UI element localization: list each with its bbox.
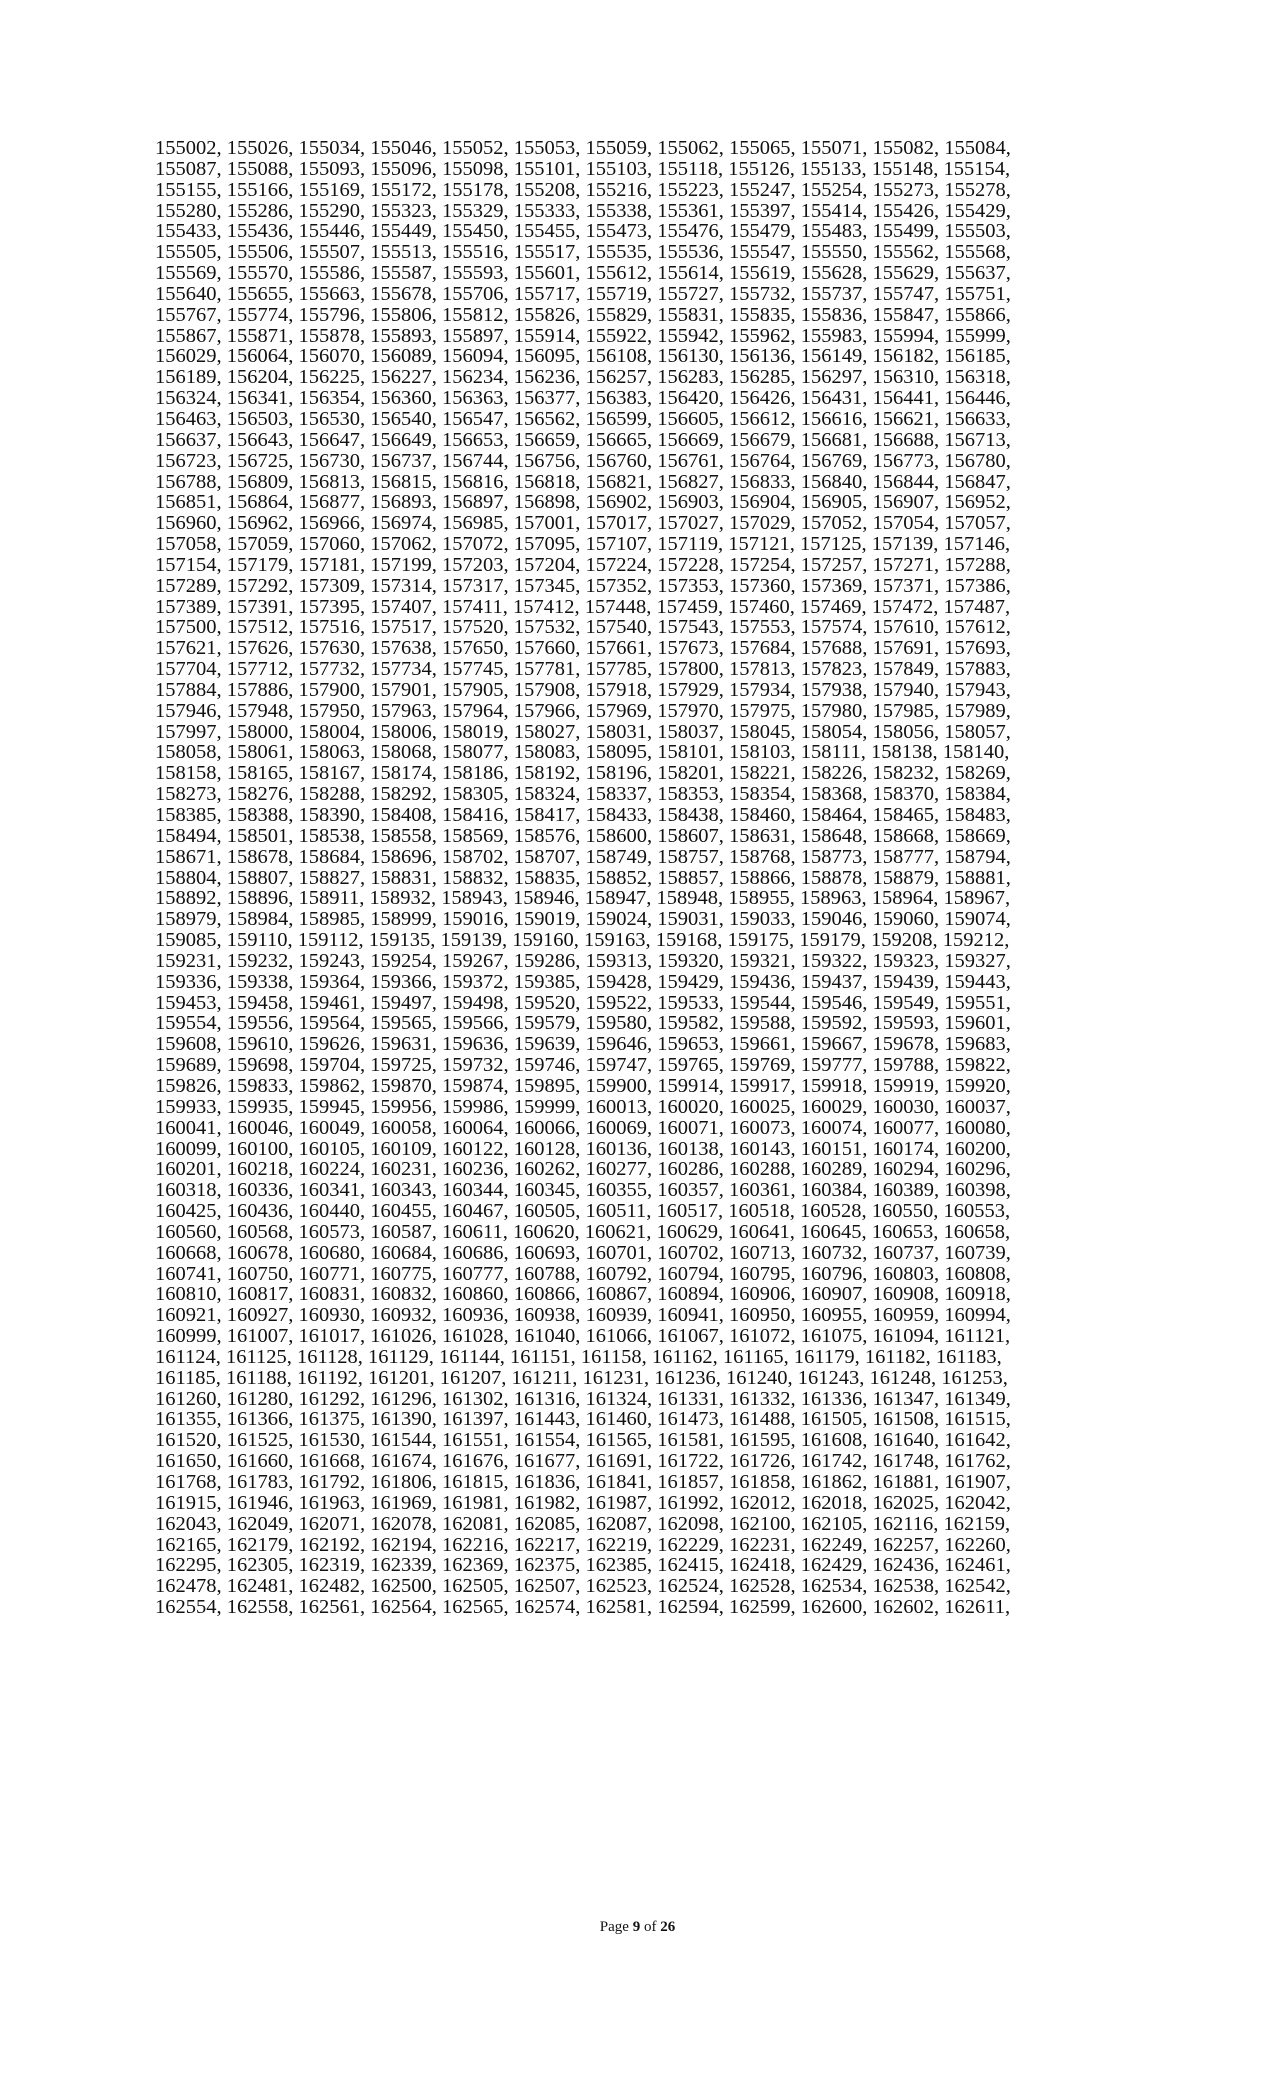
number-line: 157884, 157886, 157900, 157901, 157905, 157908, 157918, 157929, 157934, 157938, 157940, 157943,: [155, 678, 1011, 701]
number-line: 157389, 157391, 157395, 157407, 157411, 157412, 157448, 157459, 157460, 157469, 157472, 157487,: [155, 595, 1011, 618]
number-line: 160099, 160100, 160105, 160109, 160122, 160128, 160136, 160138, 160143, 160151, 160174, 160200,: [155, 1137, 1011, 1160]
number-line: 157289, 157292, 157309, 157314, 157317, 157345, 157352, 157353, 157360, 157369, 157371, 157386,: [155, 574, 1011, 597]
number-line: 161260, 161280, 161292, 161296, 161302, 161316, 161324, 161331, 161332, 161336, 161347, 161349,: [155, 1387, 1011, 1410]
number-line: 158385, 158388, 158390, 158408, 158416, 158417, 158433, 158438, 158460, 158464, 158465, 158483,: [155, 804, 1011, 826]
number-line: 156029, 156064, 156070, 156089, 156094, 156095, 156108, 156130, 156136, 156149, 156182, 156185,: [155, 345, 1011, 368]
number-line: 156463, 156503, 156530, 156540, 156547, 156562, 156599, 156605, 156612, 156616, 156621, 156633,: [155, 407, 1011, 430]
number-line: 156851, 156864, 156877, 156893, 156897, 156898, 156902, 156903, 156904, 156905, 156907, 156952,: [155, 491, 1011, 514]
number-line: 159453, 159458, 159461, 159497, 159498, 159520, 159522, 159533, 159544, 159546, 159549, 159551,: [155, 991, 1011, 1014]
footer-page-prefix: Page: [599, 1919, 629, 1935]
number-line: 162043, 162049, 162071, 162078, 162081, 162085, 162087, 162098, 162100, 162105, 162116, 162159,: [155, 1512, 1011, 1535]
number-line: 155640, 155655, 155663, 155678, 155706, 155717, 155719, 155727, 155732, 155737, 155747, 155751,: [155, 282, 1011, 305]
number-line: 156637, 156643, 156647, 156649, 156653, 156659, 156665, 156669, 156679, 156681, 156688, 156713,: [155, 428, 1011, 451]
number-line: 160560, 160568, 160573, 160587, 160611, 160620, 160621, 160629, 160641, 160645, 160653, 160658,: [155, 1220, 1011, 1243]
number-line: 159231, 159232, 159243, 159254, 159267, 159286, 159313, 159320, 159321, 159322, 159323, 159327,: [155, 949, 1011, 972]
number-line: 156960, 156962, 156966, 156974, 156985, 157001, 157017, 157027, 157029, 157052, 157054, 157057,: [155, 512, 1011, 535]
number-list: [155, 138, 1145, 1618]
number-line: 161355, 161366, 161375, 161390, 161397, 161443, 161460, 161473, 161488, 161505, 161508, 161515,: [155, 1408, 1011, 1431]
number-line: 158671, 158678, 158684, 158696, 158702, 158707, 158749, 158757, 158768, 158773, 158777, 158794,: [155, 845, 1011, 868]
number-line: 161768, 161783, 161792, 161806, 161815, 161836, 161841, 161857, 161858, 161862, 161881, 161907,: [155, 1471, 1011, 1493]
number-line: 160041, 160046, 160049, 160058, 160064, 160066, 160069, 160071, 160073, 160074, 160077, 160080,: [155, 1116, 1011, 1139]
number-line: 157154, 157179, 157181, 157199, 157203, 157204, 157224, 157228, 157254, 157257, 157271, 157288,: [155, 553, 1011, 576]
number-line: 158494, 158501, 158538, 158558, 158569, 158576, 158600, 158607, 158631, 158648, 158668, 158669,: [155, 824, 1011, 847]
number-line: 162554, 162558, 162561, 162564, 162565, 162574, 162581, 162594, 162599, 162600, 162602, 162611,: [155, 1596, 1011, 1619]
number-line: 160921, 160927, 160930, 160932, 160936, 160938, 160939, 160941, 160950, 160955, 160959, 160994,: [155, 1304, 1011, 1327]
number-line: 158804, 158807, 158827, 158831, 158832, 158835, 158852, 158857, 158866, 158878, 158879, 158881,: [155, 866, 1011, 889]
page-footer: [0, 1919, 1275, 1936]
number-line: 159336, 159338, 159364, 159366, 159372, 159385, 159428, 159429, 159436, 159437, 159439, 159443,: [155, 970, 1011, 993]
footer-of: of: [643, 1919, 657, 1935]
footer-total-pages: 26: [660, 1919, 676, 1935]
number-line: 160318, 160336, 160341, 160343, 160344, 160345, 160355, 160357, 160361, 160384, 160389, 160398,: [155, 1179, 1011, 1202]
number-line: 161915, 161946, 161963, 161969, 161981, 161982, 161987, 161992, 162012, 162018, 162025, 162042,: [155, 1491, 1011, 1514]
number-line: 156788, 156809, 156813, 156815, 156816, 156818, 156821, 156827, 156833, 156840, 156844, 156847,: [155, 470, 1011, 493]
number-line: 155002, 155026, 155034, 155046, 155052, 155053, 155059, 155062, 155065, 155071, 155082, 155084,: [155, 137, 1011, 159]
number-line: 159085, 159110, 159112, 159135, 159139, 159160, 159163, 159168, 159175, 159179, 159208, 159212,: [155, 929, 1010, 952]
number-line: 160668, 160678, 160680, 160684, 160686, 160693, 160701, 160702, 160713, 160732, 160737, 160739,: [155, 1241, 1011, 1264]
number-line: 159933, 159935, 159945, 159956, 159986, 159999, 160013, 160020, 160025, 160029, 160030, 160037,: [155, 1095, 1011, 1118]
number-line: 157500, 157512, 157516, 157517, 157520, 157532, 157540, 157543, 157553, 157574, 157610, 157612,: [155, 616, 1011, 639]
number-line: 157946, 157948, 157950, 157963, 157964, 157966, 157969, 157970, 157975, 157980, 157985, 157989,: [155, 699, 1011, 722]
number-line: 160810, 160817, 160831, 160832, 160860, 160866, 160867, 160894, 160906, 160907, 160908, 160918,: [155, 1283, 1011, 1306]
number-line: 158058, 158061, 158063, 158068, 158077, 158083, 158095, 158101, 158103, 158111, 158138, 158140,: [155, 741, 1010, 764]
number-line: 159608, 159610, 159626, 159631, 159636, 159639, 159646, 159653, 159661, 159667, 159678, 159683,: [155, 1033, 1011, 1056]
number-line: 155155, 155166, 155169, 155172, 155178, 155208, 155216, 155223, 155247, 155254, 155273, 155278,: [155, 178, 1011, 201]
number-line: 162478, 162481, 162482, 162500, 162505, 162507, 162523, 162524, 162528, 162534, 162538, 162542,: [155, 1575, 1011, 1598]
number-line: 158158, 158165, 158167, 158174, 158186, 158192, 158196, 158201, 158221, 158226, 158232, 158269,: [155, 762, 1011, 785]
number-line: 159826, 159833, 159862, 159870, 159874, 159895, 159900, 159914, 159917, 159918, 159919, 159920,: [155, 1074, 1011, 1097]
number-line: 156324, 156341, 156354, 156360, 156363, 156377, 156383, 156420, 156426, 156431, 156441, 156446,: [155, 387, 1011, 410]
footer-page-number: 9: [632, 1919, 641, 1935]
number-line: 155505, 155506, 155507, 155513, 155516, 155517, 155535, 155536, 155547, 155550, 155562, 155568,: [155, 241, 1011, 264]
number-line: 161520, 161525, 161530, 161544, 161551, 161554, 161565, 161581, 161595, 161608, 161640, 161642,: [155, 1429, 1011, 1452]
number-line: 160201, 160218, 160224, 160231, 160236, 160262, 160277, 160286, 160288, 160289, 160294, 160296,: [155, 1158, 1011, 1181]
number-line: 155767, 155774, 155796, 155806, 155812, 155826, 155829, 155831, 155835, 155836, 155847, 155866,: [155, 303, 1011, 326]
number-line: 156189, 156204, 156225, 156227, 156234, 156236, 156257, 156283, 156285, 156297, 156310, 156318,: [155, 366, 1011, 389]
number-line: 160741, 160750, 160771, 160775, 160777, 160788, 160792, 160794, 160795, 160796, 160803, 160808,: [155, 1262, 1011, 1285]
number-line: 161185, 161188, 161192, 161201, 161207, 161211, 161231, 161236, 161240, 161243, 161248, 161253,: [155, 1366, 1008, 1389]
number-line: 161650, 161660, 161668, 161674, 161676, 161677, 161691, 161722, 161726, 161742, 161748, 161762,: [155, 1450, 1011, 1473]
number-line: 161124, 161125, 161128, 161129, 161144, 161151, 161158, 161162, 161165, 161179, 161182, 161183,: [155, 1345, 1002, 1368]
number-line: 158273, 158276, 158288, 158292, 158305, 158324, 158337, 158353, 158354, 158368, 158370, 158384,: [155, 783, 1011, 806]
number-line: 160999, 161007, 161017, 161026, 161028, 161040, 161066, 161067, 161072, 161075, 161094, 161121,: [155, 1325, 1011, 1348]
number-line: 159689, 159698, 159704, 159725, 159732, 159746, 159747, 159765, 159769, 159777, 159788, 159822,: [155, 1054, 1011, 1077]
number-line: 156723, 156725, 156730, 156737, 156744, 156756, 156760, 156761, 156764, 156769, 156773, 156780,: [155, 449, 1011, 472]
number-line: 162295, 162305, 162319, 162339, 162369, 162375, 162385, 162415, 162418, 162429, 162436, 162461,: [155, 1554, 1011, 1577]
number-line: 157621, 157626, 157630, 157638, 157650, 157660, 157661, 157673, 157684, 157688, 157691, 157693,: [155, 637, 1011, 660]
number-line: 158979, 158984, 158985, 158999, 159016, 159019, 159024, 159031, 159033, 159046, 159060, 159074,: [155, 908, 1011, 931]
number-line: 160425, 160436, 160440, 160455, 160467, 160505, 160511, 160517, 160518, 160528, 160550, 160553,: [155, 1200, 1011, 1223]
number-line: 157058, 157059, 157060, 157062, 157072, 157095, 157107, 157119, 157121, 157125, 157139, 157146,: [155, 533, 1011, 556]
number-line: 157997, 158000, 158004, 158006, 158019, 158027, 158031, 158037, 158045, 158054, 158056, 158057,: [155, 720, 1011, 743]
number-line: 159554, 159556, 159564, 159565, 159566, 159579, 159580, 159582, 159588, 159592, 159593, 159601,: [155, 1012, 1011, 1035]
number-line: 155433, 155436, 155446, 155449, 155450, 155455, 155473, 155476, 155479, 155483, 155499, 155503,: [155, 220, 1011, 243]
number-line: 155280, 155286, 155290, 155323, 155329, 155333, 155338, 155361, 155397, 155414, 155426, 155429,: [155, 199, 1011, 222]
number-line: 155867, 155871, 155878, 155893, 155897, 155914, 155922, 155942, 155962, 155983, 155994, 155999,: [155, 324, 1011, 347]
number-line: 155087, 155088, 155093, 155096, 155098, 155101, 155103, 155118, 155126, 155133, 155148, 155154,: [155, 157, 1011, 180]
number-line: 157704, 157712, 157732, 157734, 157745, 157781, 157785, 157800, 157813, 157823, 157849, 157883,: [155, 658, 1011, 681]
number-line: 158892, 158896, 158911, 158932, 158943, 158946, 158947, 158948, 158955, 158963, 158964, 158967,: [155, 887, 1011, 910]
number-line: 162165, 162179, 162192, 162194, 162216, 162217, 162219, 162229, 162231, 162249, 162257, 162260,: [155, 1533, 1011, 1556]
number-line: 155569, 155570, 155586, 155587, 155593, 155601, 155612, 155614, 155619, 155628, 155629, 155637,: [155, 262, 1011, 285]
